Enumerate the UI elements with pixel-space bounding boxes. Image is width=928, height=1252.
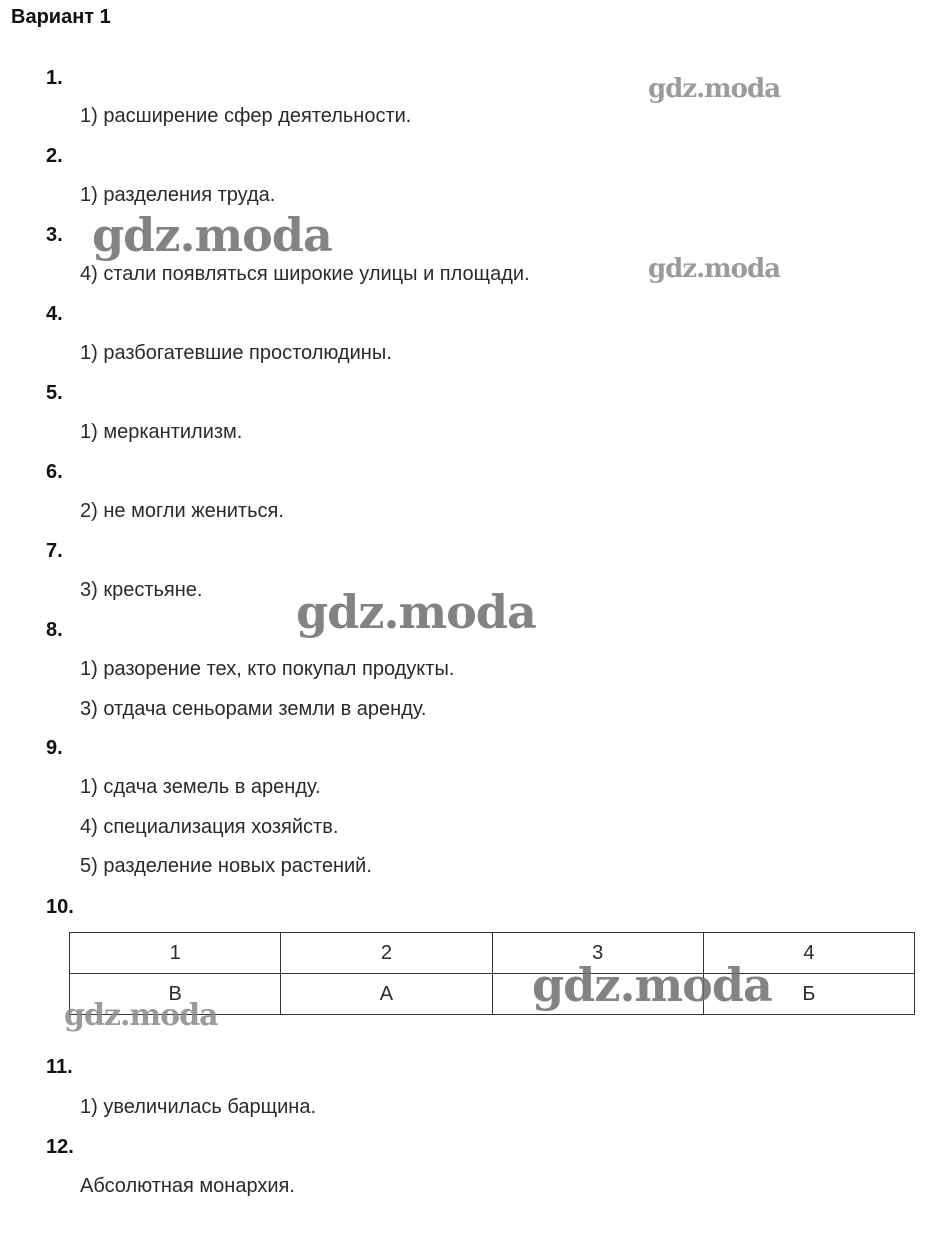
question-number-3: 3. <box>46 224 63 246</box>
answer-9-3: 5) разделение новых растений. <box>80 855 372 877</box>
answer-12-1: Абсолютная монархия. <box>80 1175 295 1197</box>
watermark-logo: gdz.moda <box>296 585 536 639</box>
answer-7-1: 3) крестьяне. <box>80 579 203 601</box>
question-number-11: 11. <box>46 1056 73 1078</box>
page-title: Вариант 1 <box>11 6 111 28</box>
answer-6-1: 2) не могли жениться. <box>80 500 284 522</box>
table-header-cell: 2 <box>281 933 492 974</box>
answer-11-1: 1) увеличилась барщина. <box>80 1096 316 1118</box>
table-header-cell: 4 <box>703 933 914 974</box>
question-number-10: 10. <box>46 896 74 918</box>
question-number-7: 7. <box>46 540 63 562</box>
answer-4-1: 1) разбогатевшие простолюдины. <box>80 342 392 364</box>
table-header-cell: 1 <box>70 933 281 974</box>
question-number-5: 5. <box>46 382 63 404</box>
answer-1-1: 1) расширение сфер деятельности. <box>80 105 412 127</box>
answer-8-2: 3) отдача сеньорами земли в аренду. <box>80 698 427 720</box>
watermark-logo: gdz.moda <box>64 998 218 1033</box>
answer-8-1: 1) разорение тех, кто покупал продукты. <box>80 658 455 680</box>
answer-9-2: 4) специализация хозяйств. <box>80 816 339 838</box>
table-cell: В <box>70 974 281 1015</box>
answer-9-1: 1) сдача земель в аренду. <box>80 776 321 798</box>
question-number-12: 12. <box>46 1136 74 1158</box>
table-header-cell: 3 <box>492 933 703 974</box>
answer-5-1: 1) меркантилизм. <box>80 421 243 443</box>
question-number-8: 8. <box>46 619 63 641</box>
table-cell: Б <box>703 974 914 1015</box>
watermark-logo: gdz.moda <box>648 74 781 104</box>
watermark-logo: gdz.moda <box>648 254 781 284</box>
question-number-6: 6. <box>46 461 63 483</box>
question-number-1: 1. <box>46 67 63 89</box>
table-header-row <box>70 933 915 974</box>
watermark-logo: gdz.moda <box>532 958 772 1012</box>
question-number-2: 2. <box>46 145 63 167</box>
answer-3-1: 4) стали появляться широкие улицы и площади. <box>80 263 530 285</box>
watermark-logo: gdz.moda <box>92 208 332 262</box>
question-number-4: 4. <box>46 303 63 325</box>
question-number-9: 9. <box>46 737 63 759</box>
table-cell: А <box>281 974 492 1015</box>
answer-2-1: 1) разделения труда. <box>80 184 276 206</box>
